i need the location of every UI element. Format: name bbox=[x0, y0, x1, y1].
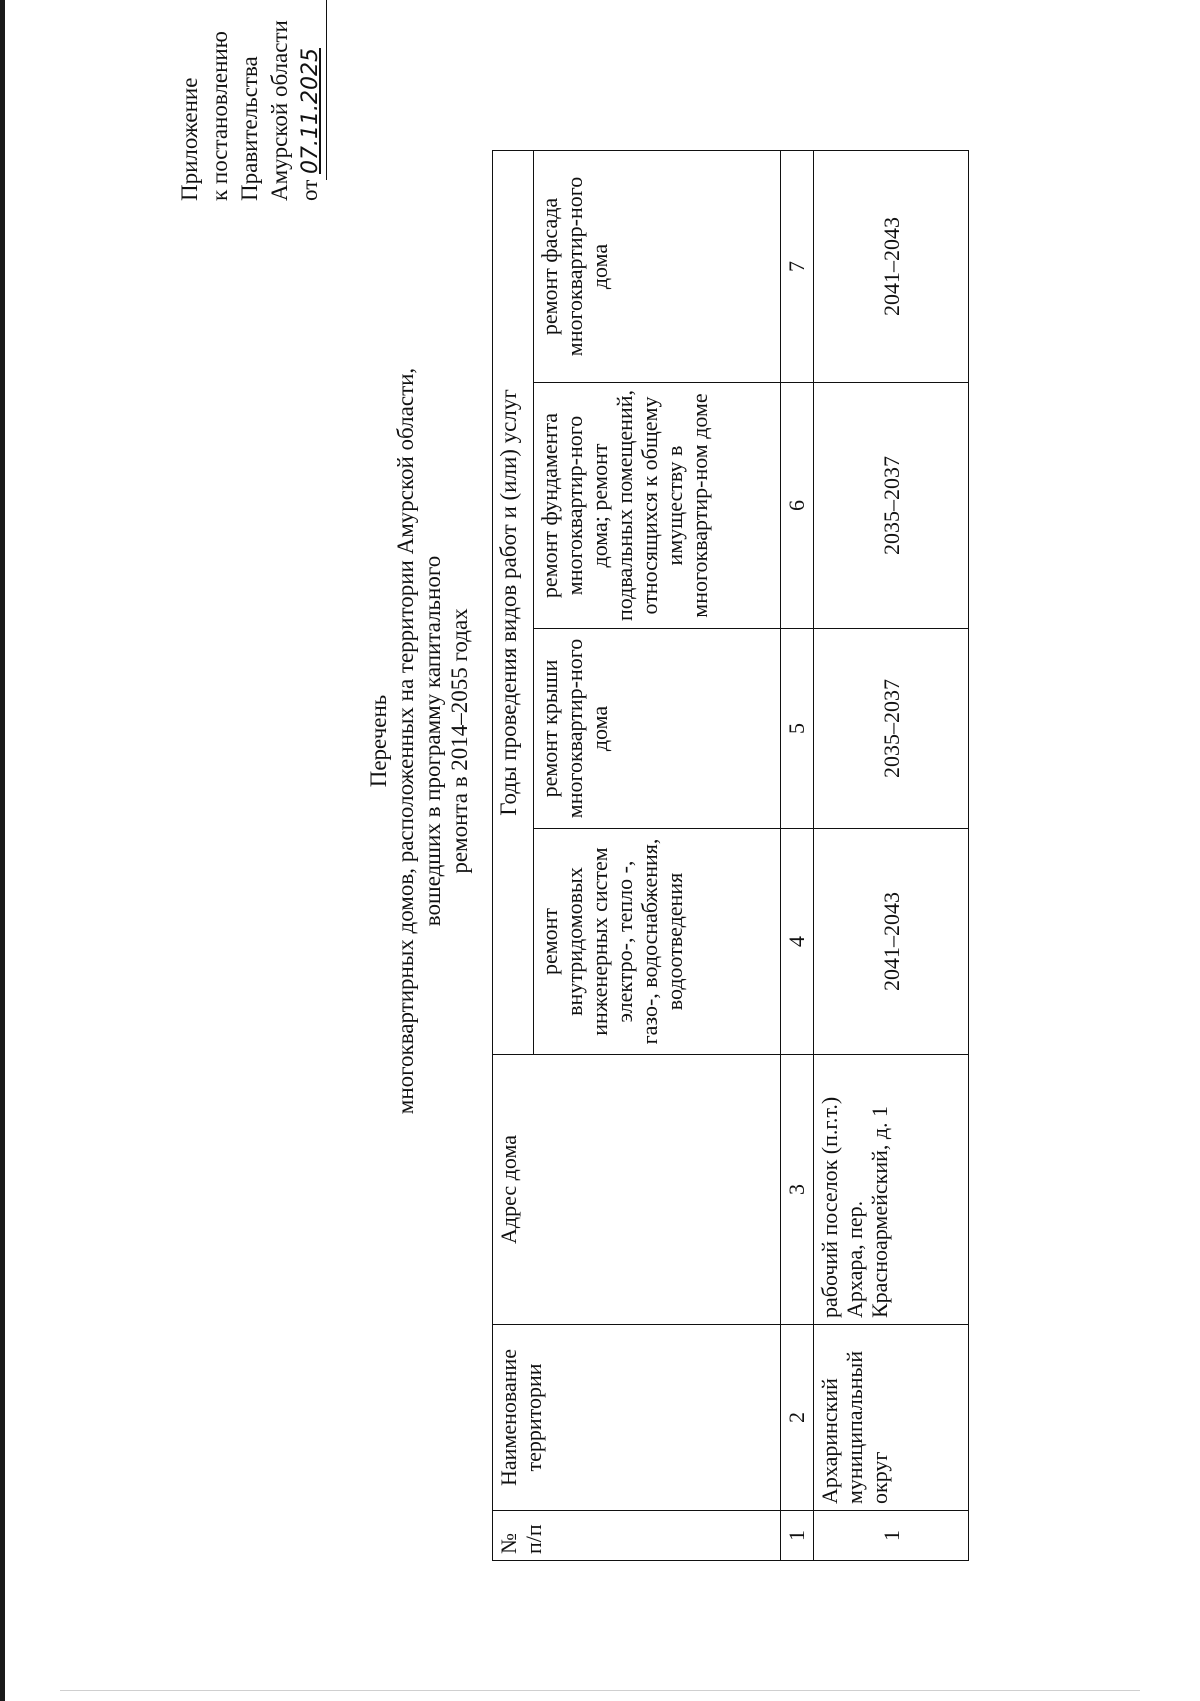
header-years-group: Годы проведения видов работ и (или) услуг bbox=[493, 150, 534, 1054]
table-row bbox=[814, 150, 969, 1560]
header-row-top bbox=[493, 150, 534, 1560]
column-number: 6 bbox=[781, 383, 814, 629]
column-number-row bbox=[781, 150, 814, 1560]
date-field bbox=[295, 0, 327, 180]
appendix-date-line bbox=[295, 0, 327, 201]
column-number: 4 bbox=[781, 829, 814, 1055]
date-prefix: от bbox=[297, 179, 322, 201]
header-col5: ремонт крыши многоквартир-ного дома bbox=[534, 629, 781, 829]
row-col4: 2041–2043 bbox=[814, 829, 969, 1055]
column-number: 1 bbox=[781, 1511, 814, 1561]
column-number: 3 bbox=[781, 1055, 814, 1325]
title-line2: многоквартирных домов, расположенных на территории Амурской области, вошедших в программу капитального bbox=[393, 367, 445, 1115]
row-territory: Архаринский муниципальный округ bbox=[814, 1325, 969, 1511]
date-value: 07.11.2025 bbox=[298, 48, 323, 174]
row-address: рабочий поселок (п.г.т.) Архара, пер. Красноармейский, д. 1 bbox=[814, 1055, 969, 1325]
row-col5: 2035–2037 bbox=[814, 629, 969, 829]
row-num: 1 bbox=[814, 1511, 969, 1561]
appendix-block bbox=[175, 0, 327, 201]
column-number: 5 bbox=[781, 629, 814, 829]
header-address: Адрес дома bbox=[493, 1055, 781, 1325]
column-number: 7 bbox=[781, 150, 814, 382]
row-col7: 2041–2043 bbox=[814, 150, 969, 382]
appendix-line3: Амурской области bbox=[267, 20, 292, 201]
header-col4: ремонт внутридомовых инженерных систем электро-, тепло -, газо-, водоснабжения, водоотведения bbox=[534, 829, 781, 1055]
title-line1: Перечень bbox=[366, 694, 391, 788]
document-title bbox=[365, 341, 473, 1141]
appendix-line1: Приложение bbox=[177, 77, 202, 201]
title-line3: ремонта в 2014–2055 годах bbox=[447, 608, 472, 874]
column-number: 2 bbox=[781, 1325, 814, 1511]
header-col7: ремонт фасада многоквартир-ного дома bbox=[534, 150, 781, 382]
header-territory: Наименование территории bbox=[493, 1325, 781, 1511]
appendix-line2: к постановлению Правительства bbox=[207, 31, 262, 201]
houses-table bbox=[492, 150, 969, 1561]
row-col6: 2035–2037 bbox=[814, 383, 969, 629]
header-col6: ремонт фундамента многоквартир-ного дома; ремонт подвальных помещений, относящихся к общему имуществу в многоквартир-ном доме bbox=[534, 383, 781, 629]
header-num: № п/п bbox=[493, 1511, 781, 1561]
